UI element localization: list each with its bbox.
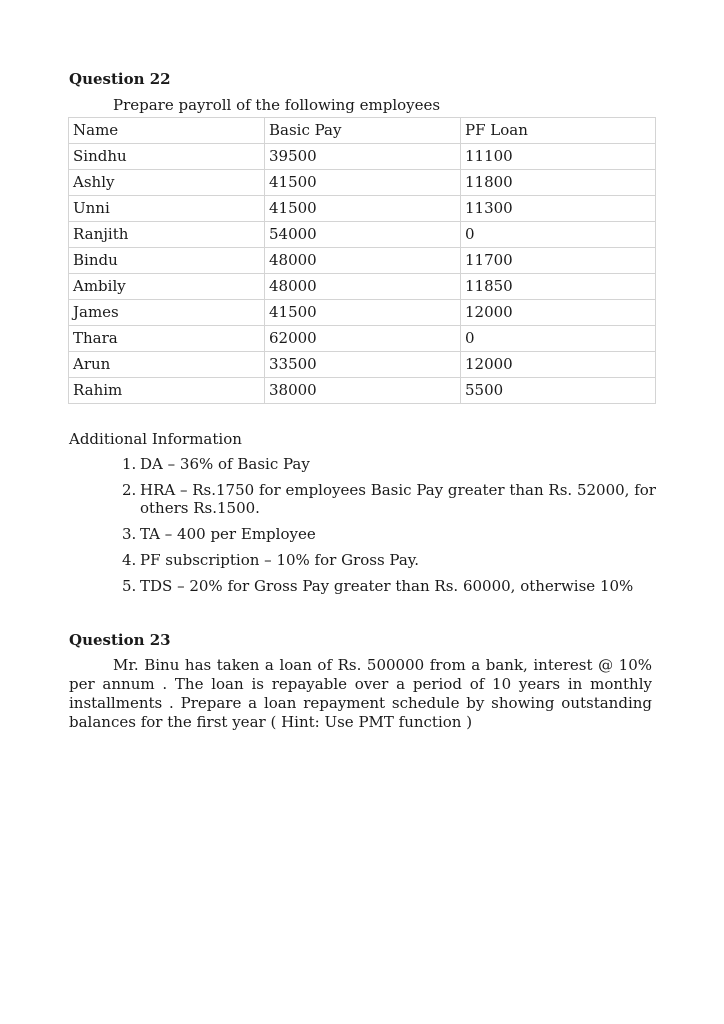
table-row	[69, 144, 656, 170]
cell-pf-loan: 11100	[461, 144, 656, 170]
cell-name: Ranjith	[69, 222, 265, 248]
list-item	[122, 577, 658, 595]
question-23-title: Question 23	[69, 631, 171, 649]
header-name: Name	[69, 118, 265, 144]
additional-information-heading: Additional Information	[69, 430, 242, 448]
cell-basic-pay: 54000	[265, 222, 461, 248]
table-row	[69, 352, 656, 378]
cell-basic-pay: 41500	[265, 300, 461, 326]
table-row	[69, 300, 656, 326]
list-item-text: PF subscription – 10% for Gross Pay.	[140, 551, 420, 569]
list-item-text: TDS – 20% for Gross Pay greater than Rs. 60000, otherwise 10%	[140, 577, 634, 595]
cell-pf-loan: 11700	[461, 248, 656, 274]
cell-name: Bindu	[69, 248, 265, 274]
table-header-row	[69, 118, 656, 144]
list-item-number: 2.	[122, 481, 137, 499]
table-row	[69, 378, 656, 404]
header-basic-pay: Basic Pay	[265, 118, 461, 144]
table-row	[69, 248, 656, 274]
table-row	[69, 326, 656, 352]
cell-basic-pay: 48000	[265, 248, 461, 274]
cell-pf-loan: 5500	[461, 378, 656, 404]
table-row	[69, 222, 656, 248]
cell-pf-loan: 12000	[461, 352, 656, 378]
cell-pf-loan: 11300	[461, 196, 656, 222]
list-item-number: 5.	[122, 577, 137, 595]
cell-pf-loan: 0	[461, 222, 656, 248]
table-row	[69, 170, 656, 196]
cell-name: Rahim	[69, 378, 265, 404]
cell-basic-pay: 41500	[265, 170, 461, 196]
employee-table	[68, 117, 656, 404]
cell-name: Ambily	[69, 274, 265, 300]
cell-pf-loan: 11850	[461, 274, 656, 300]
cell-name: Thara	[69, 326, 265, 352]
cell-pf-loan: 0	[461, 326, 656, 352]
cell-name: Sindhu	[69, 144, 265, 170]
question-22-intro: Prepare payroll of the following employees	[113, 96, 441, 114]
table-row	[69, 196, 656, 222]
list-item-text: DA – 36% of Basic Pay	[140, 455, 310, 473]
question-23-text: Mr. Binu has taken a loan of Rs. 500000 from a bank, interest @ 10% per annum . The loan is repayable over a period of 10 years in monthly installments . Prepare a loan repayment schedule by showing outstanding balances for the first year ( Hint: Use PMT function )	[69, 656, 652, 731]
cell-basic-pay: 48000	[265, 274, 461, 300]
header-pf-loan: PF Loan	[461, 118, 656, 144]
list-item	[122, 481, 658, 517]
list-item	[122, 551, 658, 569]
list-item	[122, 455, 658, 473]
cell-name: Unni	[69, 196, 265, 222]
cell-name: James	[69, 300, 265, 326]
list-item	[122, 525, 658, 543]
cell-name: Arun	[69, 352, 265, 378]
list-item-number: 1.	[122, 455, 137, 473]
cell-basic-pay: 62000	[265, 326, 461, 352]
cell-basic-pay: 39500	[265, 144, 461, 170]
table-row	[69, 274, 656, 300]
cell-basic-pay: 38000	[265, 378, 461, 404]
additional-information-list	[122, 455, 658, 603]
cell-pf-loan: 11800	[461, 170, 656, 196]
cell-pf-loan: 12000	[461, 300, 656, 326]
cell-name: Ashly	[69, 170, 265, 196]
list-item-number: 4.	[122, 551, 137, 569]
list-item-number: 3.	[122, 525, 137, 543]
cell-basic-pay: 33500	[265, 352, 461, 378]
list-item-text: HRA – Rs.1750 for employees Basic Pay greater than Rs. 52000, for others Rs.1500.	[140, 481, 656, 517]
question-22-title: Question 22	[69, 70, 171, 88]
list-item-text: TA – 400 per Employee	[140, 525, 316, 543]
cell-basic-pay: 41500	[265, 196, 461, 222]
